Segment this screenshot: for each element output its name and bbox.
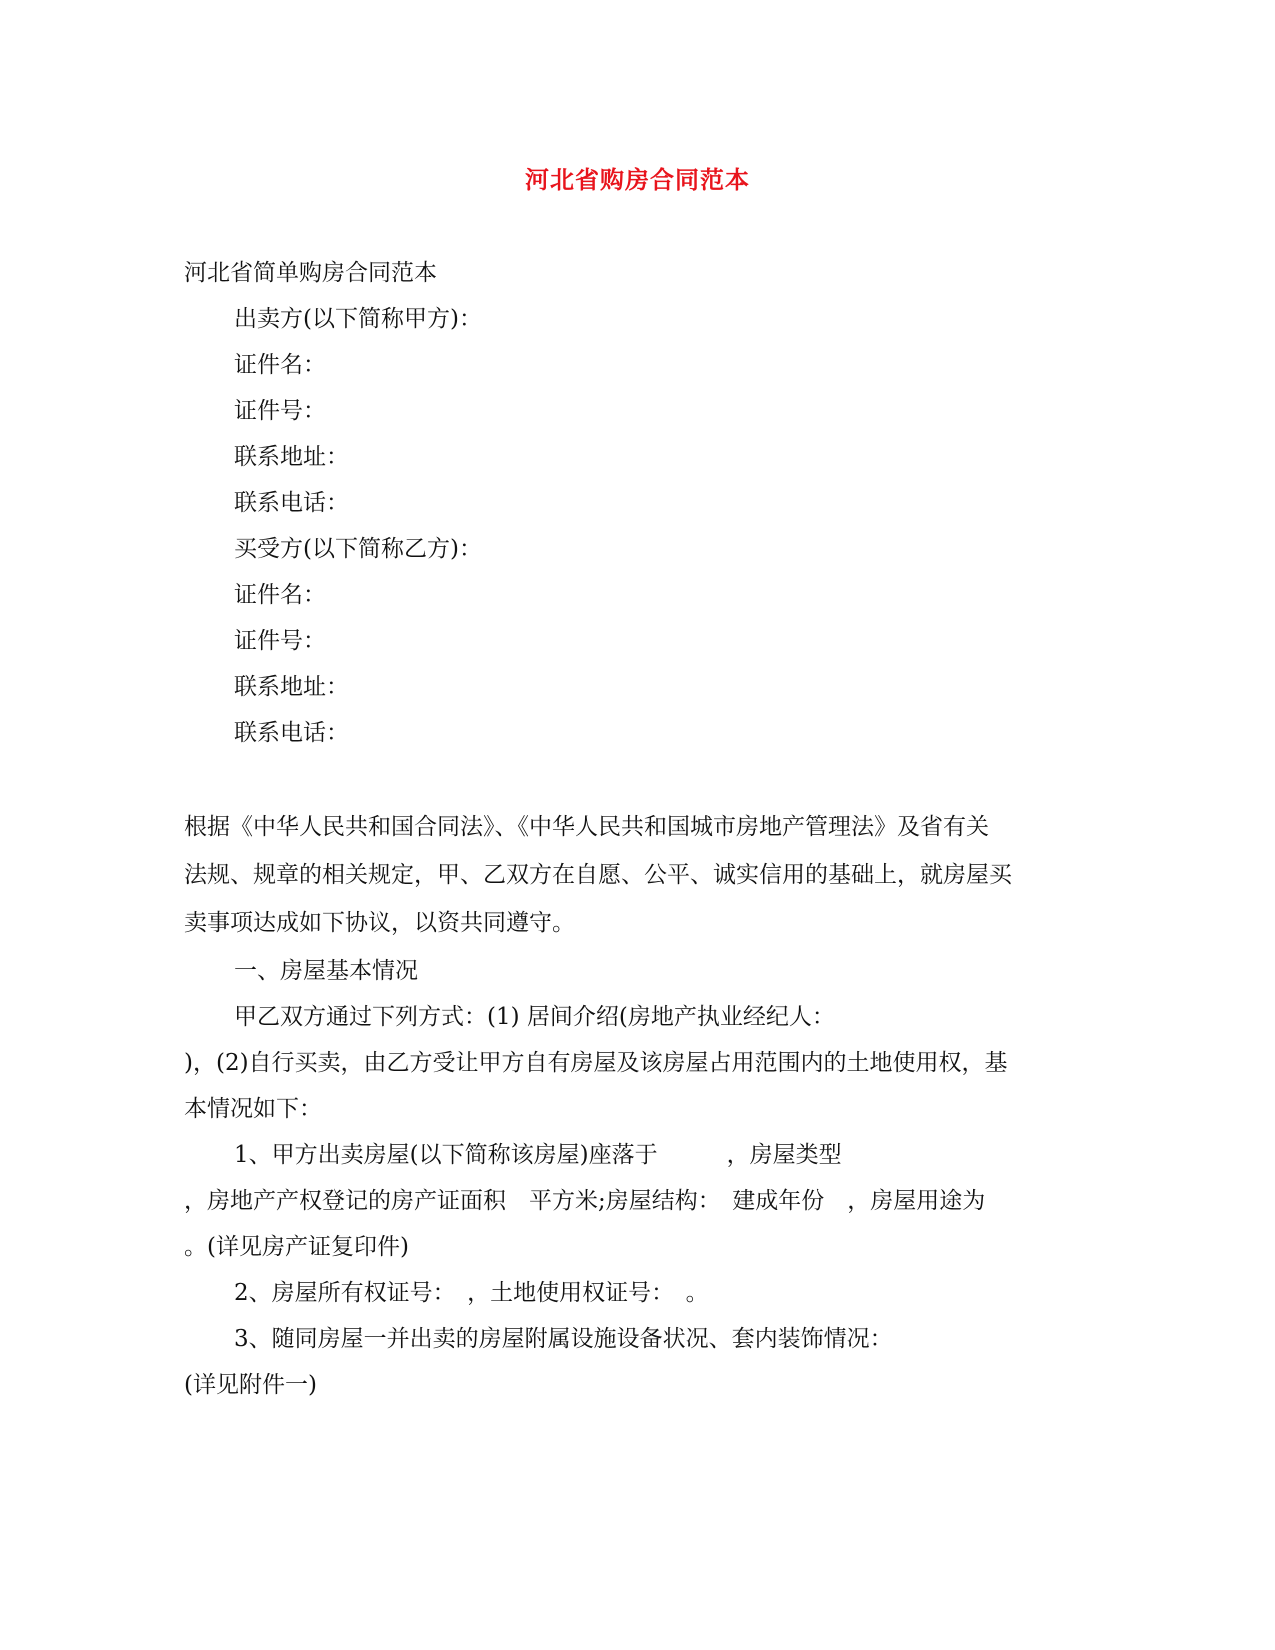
method-line-3: 本情况如下： xyxy=(184,1096,322,1122)
item-1-line-2: ，房地产产权登记的房产证面积 平方米;房屋结构： 建成年份 ，房屋用途为 xyxy=(184,1188,986,1214)
seller-phone: 联系电话： xyxy=(234,490,349,516)
section-1-heading: 一、房屋基本情况 xyxy=(234,958,418,984)
buyer-heading: 买受方(以下简称乙方)： xyxy=(234,536,482,562)
buyer-id-name: 证件名： xyxy=(234,582,326,608)
seller-heading: 出卖方(以下简称甲方)： xyxy=(234,306,482,332)
preamble-line-1: 根据《中华人民共和国合同法》、《中华人民共和国城市房地产管理法》及省有关 xyxy=(184,814,989,840)
item-2-line: 2、房屋所有权证号： ，土地使用权证号： 。 xyxy=(234,1280,709,1306)
buyer-phone: 联系电话： xyxy=(234,720,349,746)
method-line-1: 甲乙双方通过下列方式：(1) 居间介绍(房地产执业经纪人： xyxy=(234,1004,835,1030)
item-3-line-2: (详见附件一) xyxy=(184,1372,317,1398)
preamble-line-3: 卖事项达成如下协议，以资共同遵守。 xyxy=(184,910,575,936)
preamble-line-2: 法规、规章的相关规定，甲、乙双方在自愿、公平、诚实信用的基础上，就房屋买 xyxy=(184,862,1012,888)
seller-id-number: 证件号： xyxy=(234,398,326,424)
subtitle-line: 河北省简单购房合同范本 xyxy=(184,260,437,286)
document-title: 河北省购房合同范本 xyxy=(525,165,750,194)
item-3-line-1: 3、随同房屋一并出卖的房屋附属设施设备状况、套内装饰情况： xyxy=(234,1326,893,1352)
seller-address: 联系地址： xyxy=(234,444,349,470)
buyer-id-number: 证件号： xyxy=(234,628,326,654)
buyer-address: 联系地址： xyxy=(234,674,349,700)
item-1-line-3: 。(详见房产证复印件) xyxy=(184,1234,409,1260)
method-line-2: )，(2)自行买卖，由乙方受让甲方自有房屋及该房屋占用范围内的土地使用权，基 xyxy=(184,1050,1008,1076)
seller-id-name: 证件名： xyxy=(234,352,326,378)
item-1-line-1: 1、甲方出卖房屋(以下简称该房屋)座落于 ，房屋类型 xyxy=(234,1142,842,1168)
